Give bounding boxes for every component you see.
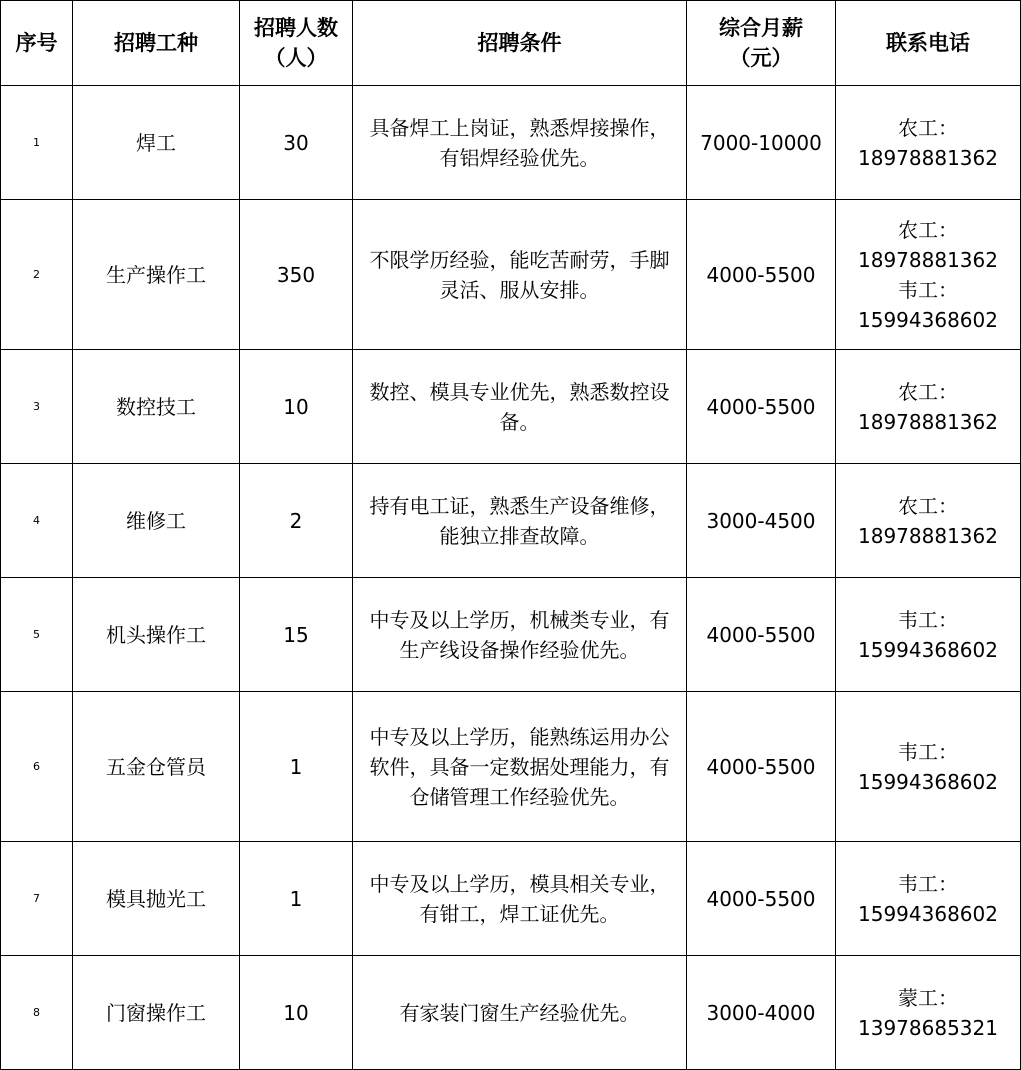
row-seq: 6 xyxy=(1,692,73,842)
contact-phone: 18978881362 xyxy=(858,145,998,170)
contact-name: 韦工： xyxy=(898,739,958,764)
header-salary: 综合月薪（元） xyxy=(687,1,836,86)
row-salary: 4000-5500 xyxy=(687,578,836,692)
header-seq: 序号 xyxy=(1,1,73,86)
row-contacts xyxy=(836,464,1021,578)
contact-phone: 18978881362 xyxy=(858,409,998,434)
row-count: 30 xyxy=(240,86,353,200)
row-conditions: 具备焊工上岗证，熟悉焊接操作，有铝焊经验优先。 xyxy=(353,86,687,200)
row-contacts xyxy=(836,692,1021,842)
row-contacts xyxy=(836,86,1021,200)
row-contacts xyxy=(836,200,1021,350)
table-row xyxy=(1,956,1021,1070)
table-row xyxy=(1,200,1021,350)
row-conditions: 中专及以上学历，模具相关专业，有钳工，焊工证优先。 xyxy=(353,842,687,956)
row-salary: 4000-5500 xyxy=(687,842,836,956)
row-job: 五金仓管员 xyxy=(73,692,240,842)
contact-name: 韦工： xyxy=(898,607,958,632)
row-job: 门窗操作工 xyxy=(73,956,240,1070)
contact-phone: 15994368602 xyxy=(858,901,998,926)
row-salary: 4000-5500 xyxy=(687,692,836,842)
row-contacts xyxy=(836,350,1021,464)
row-contacts xyxy=(836,842,1021,956)
contact-name: 韦工： xyxy=(898,277,958,302)
row-job: 维修工 xyxy=(73,464,240,578)
row-seq: 4 xyxy=(1,464,73,578)
row-job: 焊工 xyxy=(73,86,240,200)
row-count: 1 xyxy=(240,842,353,956)
contact-name: 韦工： xyxy=(898,871,958,896)
contact-name: 农工： xyxy=(898,493,958,518)
row-count: 10 xyxy=(240,956,353,1070)
row-job: 数控技工 xyxy=(73,350,240,464)
contact-phone: 15994368602 xyxy=(858,637,998,662)
row-conditions: 中专及以上学历，能熟练运用办公软件，具备一定数据处理能力，有仓储管理工作经验优先。 xyxy=(353,692,687,842)
contact-name: 蒙工： xyxy=(898,985,958,1010)
contact-name: 农工： xyxy=(898,379,958,404)
table-row xyxy=(1,842,1021,956)
row-seq: 8 xyxy=(1,956,73,1070)
row-conditions: 持有电工证，熟悉生产设备维修，能独立排查故障。 xyxy=(353,464,687,578)
contact-phone: 15994368602 xyxy=(858,307,998,332)
row-seq: 7 xyxy=(1,842,73,956)
row-job: 机头操作工 xyxy=(73,578,240,692)
row-conditions: 数控、模具专业优先，熟悉数控设备。 xyxy=(353,350,687,464)
header-phone: 联系电话 xyxy=(836,1,1021,86)
row-contacts xyxy=(836,578,1021,692)
header-conditions: 招聘条件 xyxy=(353,1,687,86)
row-conditions: 有家装门窗生产经验优先。 xyxy=(353,956,687,1070)
table-row xyxy=(1,578,1021,692)
row-seq: 2 xyxy=(1,200,73,350)
row-salary: 3000-4000 xyxy=(687,956,836,1070)
header-row xyxy=(1,1,1021,86)
table-row xyxy=(1,86,1021,200)
header-job: 招聘工种 xyxy=(73,1,240,86)
contact-name: 农工： xyxy=(898,115,958,140)
row-count: 350 xyxy=(240,200,353,350)
row-seq: 1 xyxy=(1,86,73,200)
row-job: 生产操作工 xyxy=(73,200,240,350)
row-seq: 3 xyxy=(1,350,73,464)
row-contacts xyxy=(836,956,1021,1070)
row-conditions: 中专及以上学历，机械类专业，有生产线设备操作经验优先。 xyxy=(353,578,687,692)
row-count: 1 xyxy=(240,692,353,842)
table-row xyxy=(1,350,1021,464)
row-count: 15 xyxy=(240,578,353,692)
contact-phone: 15994368602 xyxy=(858,769,998,794)
row-seq: 5 xyxy=(1,578,73,692)
contact-phone: 18978881362 xyxy=(858,247,998,272)
row-job: 模具抛光工 xyxy=(73,842,240,956)
contact-name: 农工： xyxy=(898,217,958,242)
row-salary: 3000-4500 xyxy=(687,464,836,578)
table-row xyxy=(1,464,1021,578)
contact-phone: 13978685321 xyxy=(858,1015,998,1040)
table-row xyxy=(1,692,1021,842)
row-salary: 7000-10000 xyxy=(687,86,836,200)
contact-phone: 18978881362 xyxy=(858,523,998,548)
row-salary: 4000-5500 xyxy=(687,200,836,350)
row-salary: 4000-5500 xyxy=(687,350,836,464)
row-count: 10 xyxy=(240,350,353,464)
row-conditions: 不限学历经验，能吃苦耐劳，手脚灵活、服从安排。 xyxy=(353,200,687,350)
header-count: 招聘人数（人） xyxy=(240,1,353,86)
row-count: 2 xyxy=(240,464,353,578)
